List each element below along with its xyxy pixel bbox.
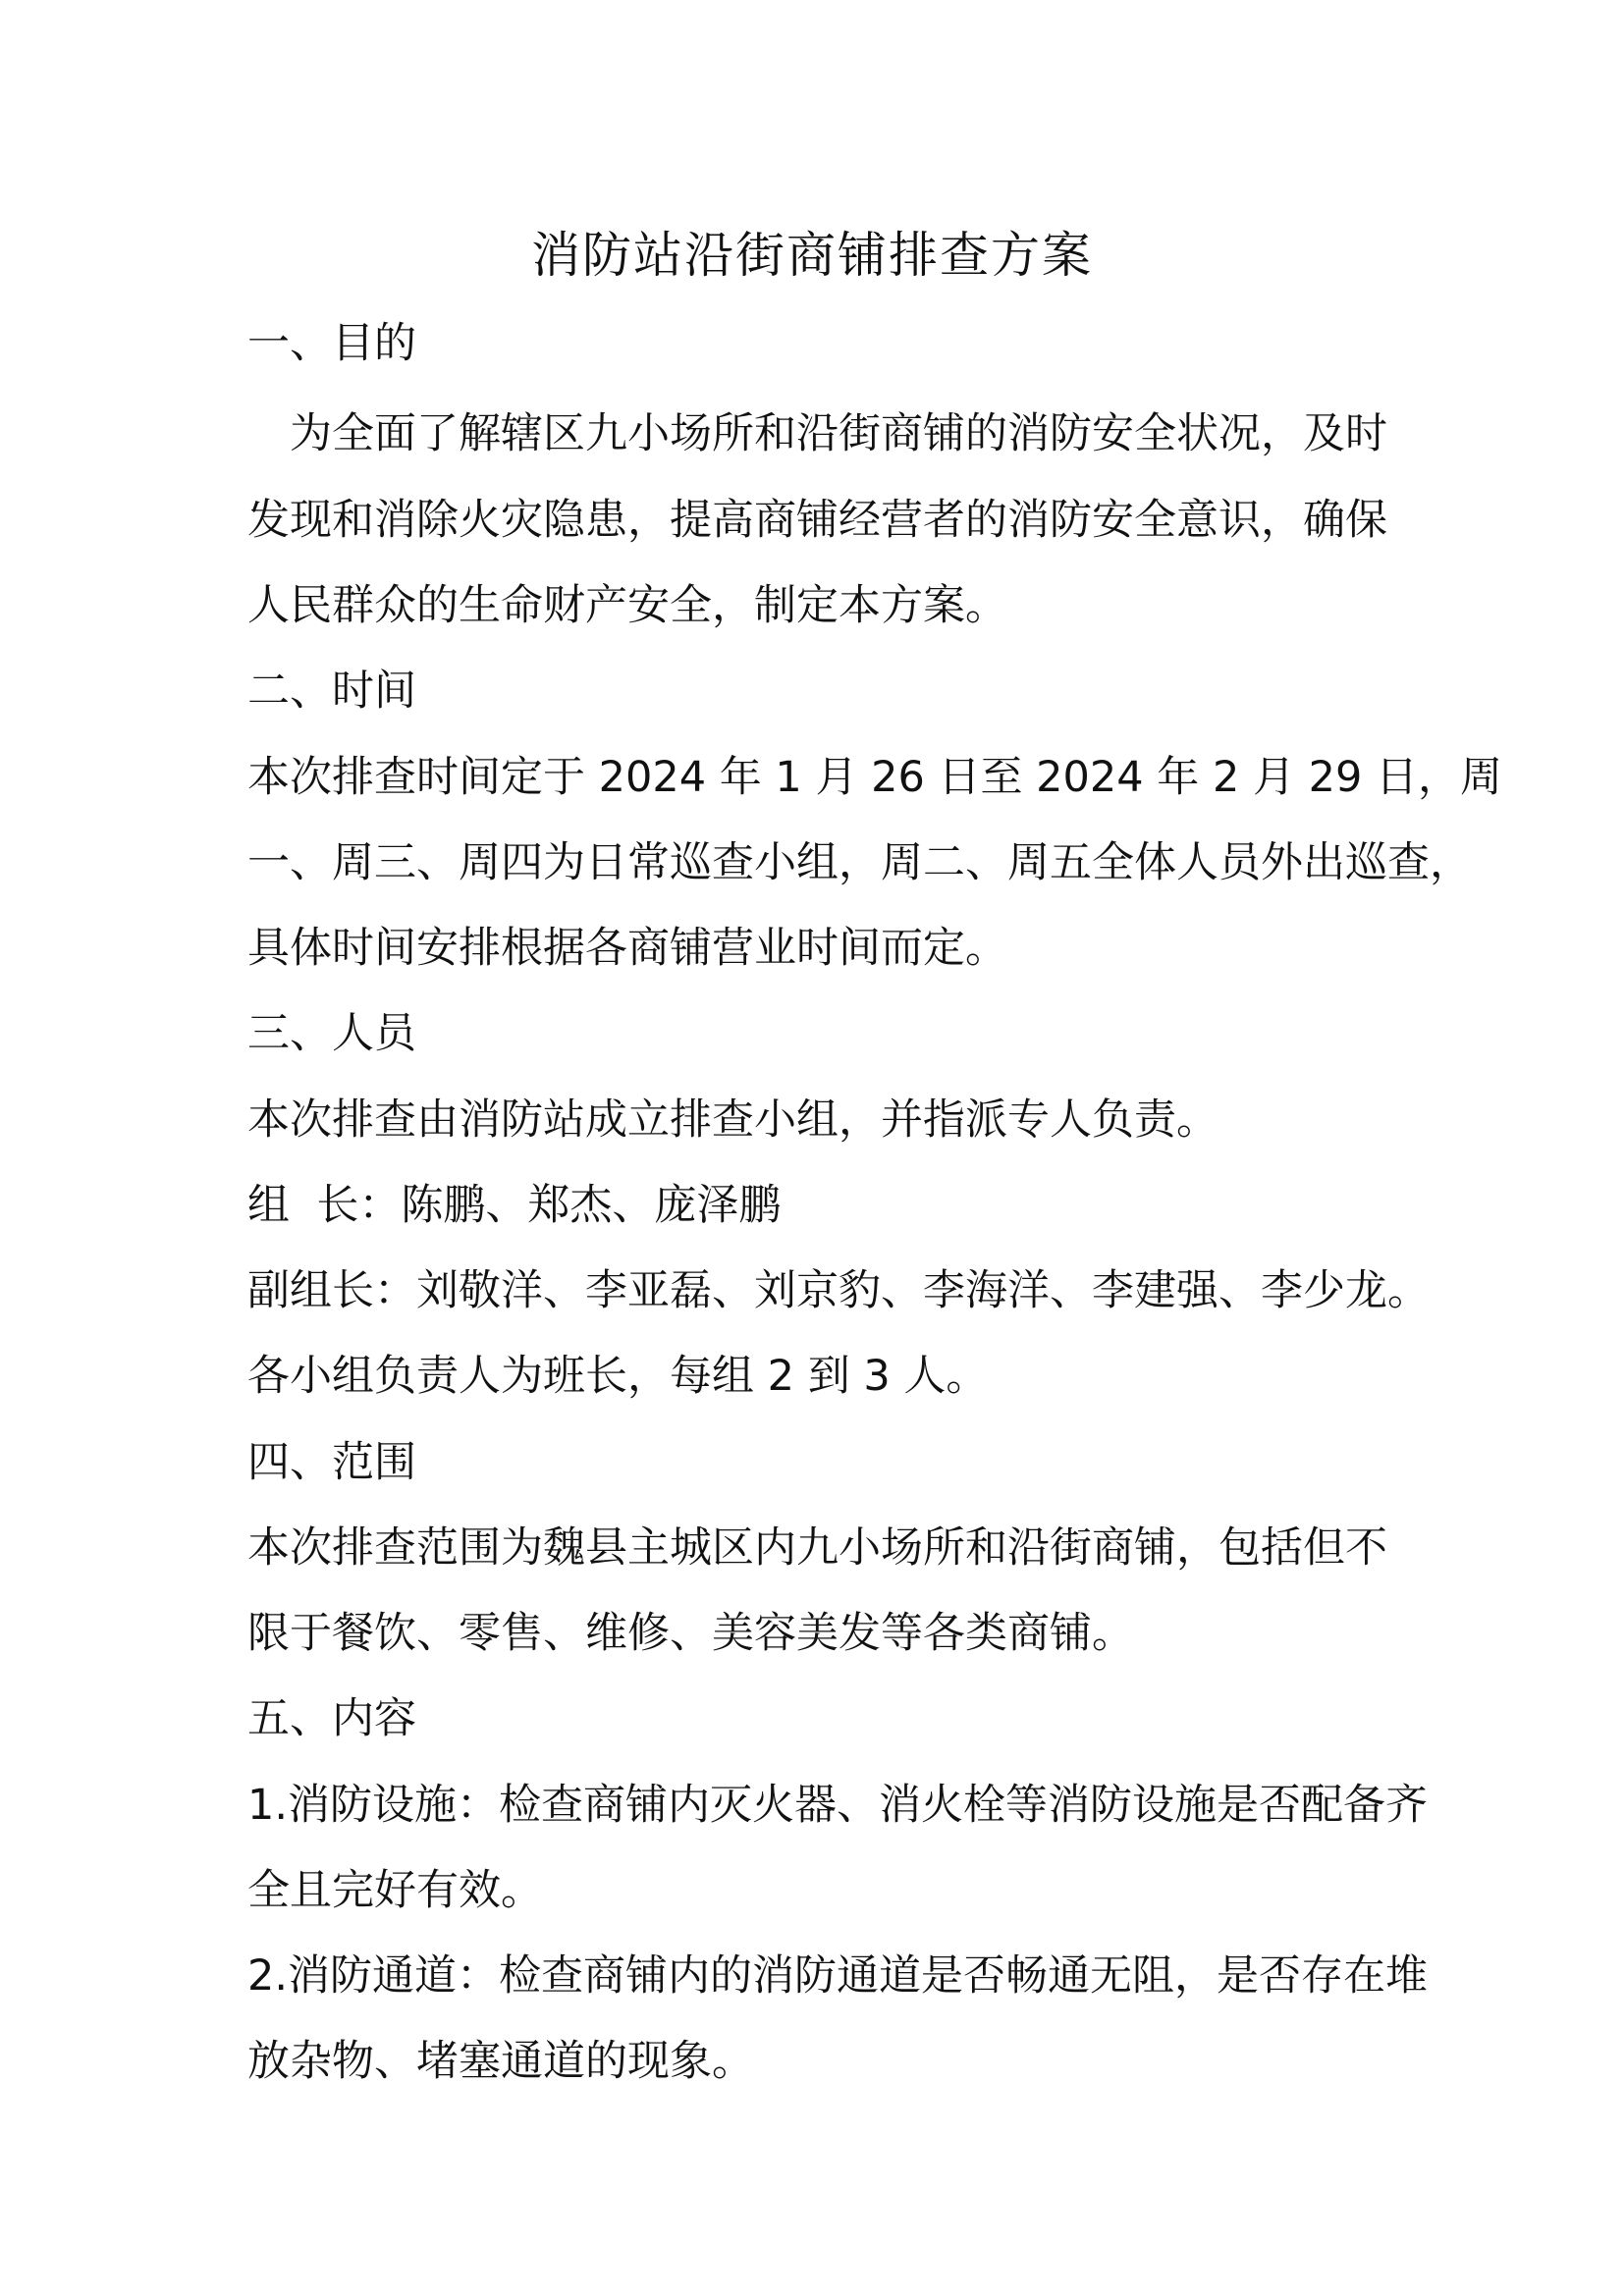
paragraph-line: 各小组负责人为班长，每组 2 到 3 人。: [247, 1352, 989, 1401]
paragraph-line: 为全面了解辖区九小场所和沿街商铺的消防安全状况，及时: [290, 409, 1387, 458]
paragraph-line: 一、周三、周四为日常巡查小组，周二、周五全体人员外出巡查，: [247, 838, 1472, 887]
paragraph-line: 放杂物、堵塞通道的现象。: [247, 2037, 754, 2086]
list-item-fire-facilities: 1.消防设施：检查商铺内灭火器、消火栓等消防设施是否配备齐: [247, 1781, 1429, 1830]
section-heading-personnel: 三、人员: [247, 1009, 416, 1058]
section-heading-time: 二、时间: [247, 667, 416, 716]
paragraph-line: 全且完好有效。: [247, 1866, 543, 1915]
paragraph-line: 本次排查范围为魏县主城区内九小场所和沿街商铺，包括但不: [247, 1523, 1387, 1573]
team-leaders-line: 组 长：陈鹏、郑杰、庞泽鹏: [247, 1181, 782, 1230]
paragraph-line: 限于餐饮、零售、维修、美容美发等各类商铺。: [247, 1609, 1134, 1658]
section-heading-scope: 四、范围: [247, 1438, 416, 1487]
section-heading-content: 五、内容: [247, 1694, 416, 1743]
paragraph-line: 具体时间安排根据各商铺营业时间而定。: [247, 924, 1007, 973]
paragraph-line: 人民群众的生命财产安全，制定本方案。: [247, 581, 1007, 630]
list-item-fire-passage: 2.消防通道：检查商铺内的消防通道是否畅通无阻，是否存在堆: [247, 1951, 1429, 2001]
paragraph-line: 发现和消除火灾隐患，提高商铺经营者的消防安全意识，确保: [247, 496, 1387, 545]
section-heading-purpose: 一、目的: [247, 319, 416, 368]
paragraph-line: 本次排查由消防站成立排查小组，并指派专人负责。: [247, 1095, 1218, 1145]
paragraph-line: 本次排查时间定于 2024 年 1 月 26 日至 2024 年 2 月 29 日，周: [247, 753, 1503, 802]
deputy-leaders-line: 副组长：刘敬洋、李亚磊、刘京豹、李海洋、李建强、李少龙。: [247, 1266, 1430, 1315]
document-title: 消防站沿街商铺排查方案: [531, 227, 1093, 284]
